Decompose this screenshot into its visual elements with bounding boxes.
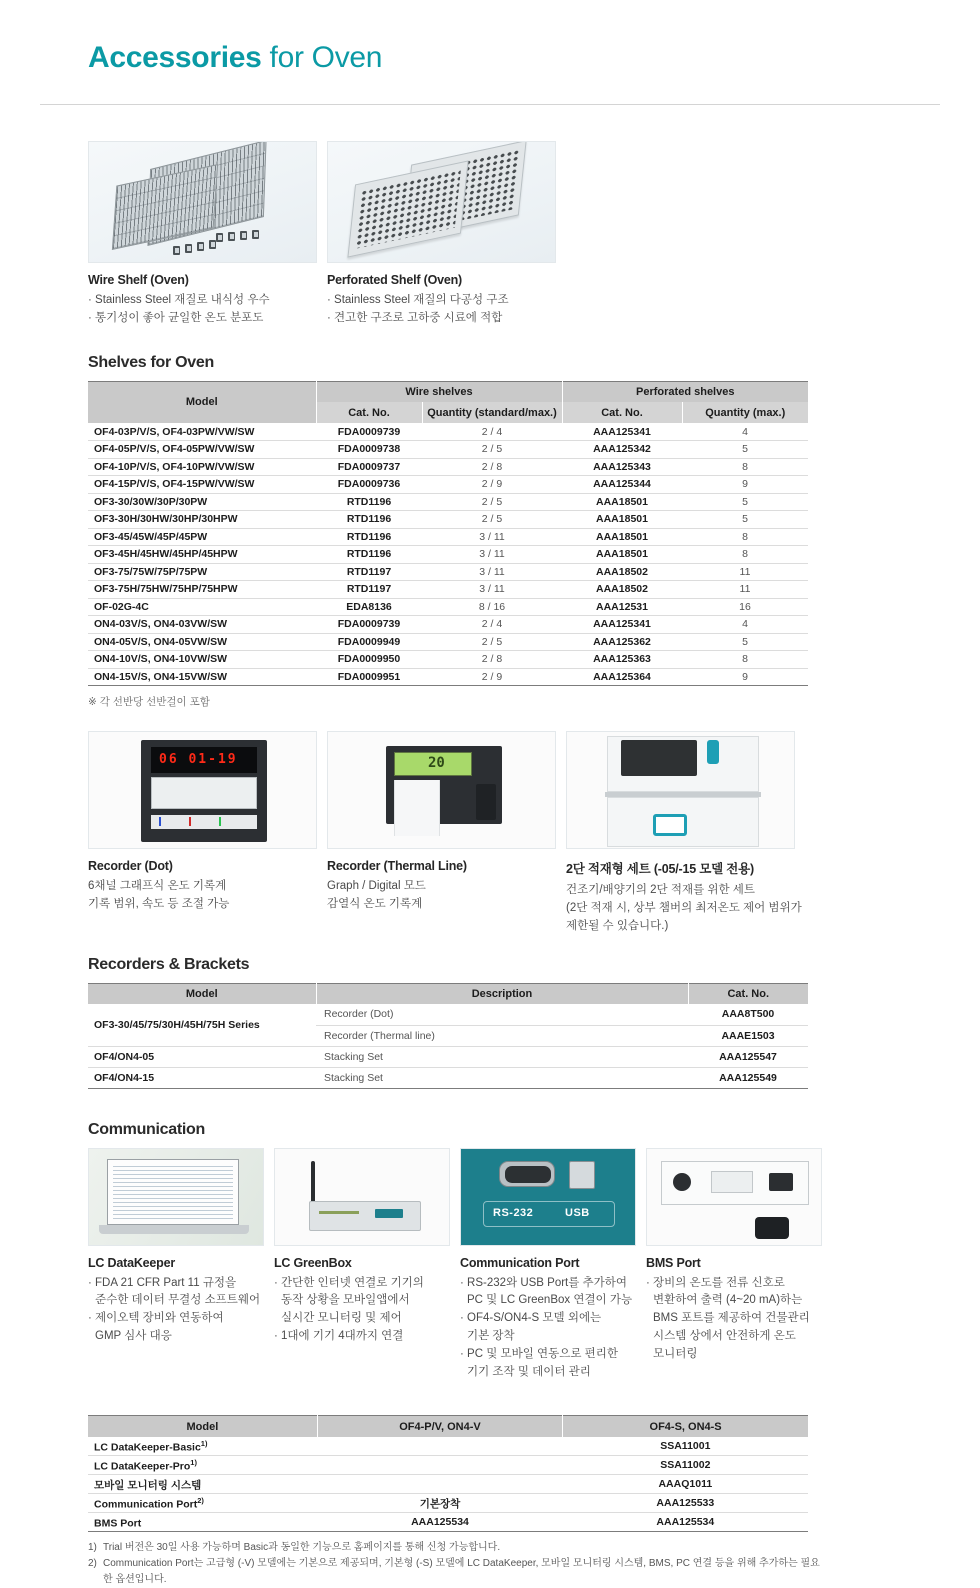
shelf-image-row	[88, 141, 980, 263]
bms-port-line-5: 모니터링	[653, 1347, 698, 1360]
cell-perf-cat: AAA18501	[562, 511, 682, 529]
cell-wire-cat: FDA0009736	[316, 476, 422, 494]
thermal-recorder-lcd: 20	[428, 755, 445, 772]
cell-model: OF3-75H/75HW/75HP/75HPW	[88, 581, 316, 599]
shelves-subheader-perf-cat: Cat. No.	[562, 402, 682, 423]
cell-model: OF4-15P/V/S, OF4-15PW/VW/SW	[88, 476, 316, 494]
table-row	[88, 528, 808, 546]
cell-model: OF4/ON4-05	[88, 1046, 316, 1067]
cell-wire-qty: 2 / 4	[422, 616, 562, 634]
cell-model	[88, 1475, 317, 1494]
cell-perf-cat: AAA18502	[562, 563, 682, 581]
perforated-shelf-photo	[327, 141, 556, 263]
shelves-subheader-perf-qty: Quantity (max.)	[682, 402, 808, 423]
cell-model: ON4-05V/S, ON4-05VW/SW	[88, 633, 316, 651]
shelves-table	[88, 381, 808, 687]
perforated-shelf-caption	[327, 273, 556, 328]
cell-model: OF3-30/30W/30P/30PW	[88, 493, 316, 511]
table-row	[88, 598, 808, 616]
shelf-caption-row	[88, 273, 980, 328]
communication-image-row	[88, 1148, 980, 1246]
cell-model	[88, 1494, 317, 1513]
cell-perf-qty: 5	[682, 441, 808, 459]
cell-perf-qty: 5	[682, 511, 808, 529]
cell-perf-cat: AAA125341	[562, 616, 682, 634]
cell-model: OF4-05P/V/S, OF4-05PW/VW/SW	[88, 441, 316, 459]
cell-wire-cat: RTD1197	[316, 581, 422, 599]
dot-recorder-caption	[88, 859, 317, 935]
cell-wire-qty: 2 / 5	[422, 441, 562, 459]
wire-shelf-name: Wire Shelf (Oven)	[88, 273, 189, 287]
table-row	[88, 511, 808, 529]
cell-model-text: LC DataKeeper-Pro	[94, 1460, 191, 1473]
page-header	[0, 0, 980, 76]
cell-col2: AAA125533	[563, 1494, 808, 1513]
dot-recorder-photo	[88, 731, 317, 849]
cell-wire-cat: RTD1197	[316, 563, 422, 581]
page-title-rest: for Oven	[261, 41, 383, 74]
rs232-usb-port-photo	[460, 1148, 636, 1246]
cell-model-text: 모바일 모니터링 시스템	[94, 1479, 202, 1492]
bms-port-name: BMS Port	[646, 1255, 701, 1270]
cell-wire-qty: 2 / 9	[422, 476, 562, 494]
perforated-shelf-bullet-2: · 견고한 구조로 고하중 시료에 적합	[327, 311, 503, 324]
cell-wire-cat: FDA0009739	[316, 423, 422, 441]
table-row	[88, 581, 808, 599]
footnote-1	[88, 1540, 828, 1556]
recorders-header-model: Model	[88, 983, 316, 1004]
cell-cat-no: AAAE1503	[688, 1025, 808, 1046]
cell-perf-qty: 11	[682, 563, 808, 581]
cell-perf-cat: AAA18501	[562, 493, 682, 511]
cell-col1	[317, 1456, 562, 1475]
cell-col1	[317, 1437, 562, 1456]
cell-model: OF3-75/75W/75P/75PW	[88, 563, 316, 581]
cell-perf-qty: 4	[682, 616, 808, 634]
cell-col2: AAA125534	[563, 1513, 808, 1532]
lc-greenbox-line-1: · 간단한 인터넷 연결로 기기의	[274, 1276, 424, 1289]
cell-cat-no: AAA125547	[688, 1046, 808, 1067]
dot-recorder-line-2: 기록 범위, 속도 등 조절 가능	[88, 897, 230, 910]
cell-wire-cat: FDA0009951	[316, 668, 422, 686]
cell-perf-qty: 5	[682, 633, 808, 651]
cell-model	[88, 1437, 317, 1456]
thermal-recorder-photo	[327, 731, 556, 849]
cell-model: ON4-03V/S, ON4-03VW/SW	[88, 616, 316, 634]
cell-wire-qty: 2 / 8	[422, 651, 562, 669]
thermal-recorder-line-2: 감열식 온도 기록계	[327, 897, 423, 910]
bms-port-line-2: 변환하여 출력 (4~20 mA)하는	[653, 1294, 803, 1307]
cell-wire-qty: 2 / 8	[422, 458, 562, 476]
cell-wire-qty: 2 / 9	[422, 668, 562, 686]
recorder-image-row	[88, 731, 980, 849]
communication-table-body	[88, 1437, 808, 1532]
cell-description: Recorder (Thermal line)	[316, 1025, 688, 1046]
cell-perf-qty: 8	[682, 528, 808, 546]
cell-model: ON4-15V/S, ON4-15VW/SW	[88, 668, 316, 686]
recorders-table	[88, 983, 808, 1089]
cell-perf-cat: AAA18501	[562, 528, 682, 546]
cell-wire-qty: 3 / 11	[422, 528, 562, 546]
cell-perf-cat: AAA125342	[562, 441, 682, 459]
cell-wire-qty: 8 / 16	[422, 598, 562, 616]
shelves-header-wire: Wire shelves	[316, 381, 562, 402]
cell-perf-cat: AAA125341	[562, 423, 682, 441]
stacking-set-caption	[566, 859, 802, 935]
table-row	[88, 633, 808, 651]
recorders-header-cat: Cat. No.	[688, 983, 808, 1004]
page-title-bold: Accessories	[88, 41, 262, 74]
cell-wire-qty: 3 / 11	[422, 546, 562, 564]
thermal-recorder-name: Recorder (Thermal Line)	[327, 859, 467, 874]
cell-perf-cat: AAA125343	[562, 458, 682, 476]
cell-wire-cat: RTD1196	[316, 528, 422, 546]
cell-model-sup: 1)	[190, 1458, 197, 1468]
table-row	[88, 441, 808, 459]
perforated-shelf-name: Perforated Shelf (Oven)	[327, 273, 463, 287]
stacking-set-name: 2단 적재형 세트 (-05/-15 모델 전용)	[566, 862, 754, 877]
cell-model: OF3-30/45/75/30H/45H/75H Series	[88, 1004, 316, 1046]
table-row	[88, 546, 808, 564]
lc-greenbox-line-4: · 1대에 기기 4대까지 연결	[274, 1330, 404, 1342]
wire-shelf-bullet-1: · Stainless Steel 재질로 내식성 우수	[88, 294, 270, 306]
table-row	[88, 616, 808, 634]
cell-col2: SSA11002	[563, 1456, 808, 1475]
table-row	[88, 563, 808, 581]
lc-greenbox-caption	[274, 1256, 450, 1382]
cell-description: Stacking Set	[316, 1046, 688, 1067]
communication-table	[88, 1415, 808, 1532]
table-row	[88, 1004, 808, 1025]
cell-model: OF4-03P/V/S, OF4-03PW/VW/SW	[88, 423, 316, 441]
footnote-2-num: 2)	[88, 1558, 97, 1570]
shelves-subheader-wire-cat: Cat. No.	[316, 402, 422, 423]
table-row	[88, 1475, 808, 1494]
cell-col1: AAA125534	[317, 1513, 562, 1532]
cell-perf-qty: 5	[682, 493, 808, 511]
communication-port-line-6: 기기 조작 및 데이터 관리	[467, 1365, 591, 1378]
recorders-section-heading: Recorders & Brackets	[88, 955, 250, 973]
shelves-table-body	[88, 423, 808, 686]
cell-wire-qty: 2 / 5	[422, 633, 562, 651]
cell-perf-qty: 8	[682, 458, 808, 476]
lc-greenbox-name: LC GreenBox	[274, 1255, 352, 1270]
lc-datakeeper-line-2: 준수한 데이터 무결성 소프트웨어	[95, 1294, 261, 1307]
cell-description: Recorder (Dot)	[316, 1004, 688, 1025]
shelves-subheader-wire-qty: Quantity (standard/max.)	[422, 402, 562, 423]
wire-shelf-bullet-2: · 통기성이 좋아 균일한 온도 분포도	[88, 311, 264, 324]
table-row	[88, 476, 808, 494]
cell-wire-cat: FDA0009738	[316, 441, 422, 459]
cell-wire-cat: FDA0009737	[316, 458, 422, 476]
lc-datakeeper-line-4: GMP 심사 대응	[95, 1330, 172, 1342]
cell-model-text: BMS Port	[94, 1517, 142, 1530]
cell-wire-qty: 2 / 4	[422, 423, 562, 441]
wire-shelf-photo	[88, 141, 317, 263]
dot-recorder-line-1: 6채널 그래프식 온도 기록계	[88, 880, 227, 893]
cell-perf-qty: 11	[682, 581, 808, 599]
cell-model-text: LC DataKeeper-Basic	[94, 1441, 201, 1454]
shelves-header-model: Model	[88, 381, 316, 423]
cell-model: OF3-45/45W/45P/45PW	[88, 528, 316, 546]
cell-perf-qty: 16	[682, 598, 808, 616]
table-row	[88, 1513, 808, 1532]
table-row	[88, 458, 808, 476]
lc-datakeeper-name: LC DataKeeper	[88, 1255, 176, 1270]
cell-col1	[317, 1475, 562, 1494]
communication-port-line-5: · PC 및 모바일 연동으로 편리한	[460, 1347, 618, 1360]
table-row	[88, 1494, 808, 1513]
cell-model: OF4-10P/V/S, OF4-10PW/VW/SW	[88, 458, 316, 476]
communication-port-name: Communication Port	[460, 1255, 580, 1270]
communication-section-heading: Communication	[88, 1120, 205, 1138]
cell-wire-qty: 3 / 11	[422, 581, 562, 599]
perforated-shelf-bullet-1: · Stainless Steel 재질의 다공성 구조	[327, 294, 509, 306]
cell-wire-cat: RTD1196	[316, 546, 422, 564]
bms-port-caption	[646, 1256, 832, 1382]
cell-wire-qty: 2 / 5	[422, 511, 562, 529]
laptop-software-photo	[88, 1148, 264, 1246]
communication-port-line-4: 기본 장착	[467, 1330, 515, 1342]
comm-header-col2: OF4-S, ON4-S	[563, 1416, 808, 1437]
cell-model-sup: 1)	[200, 1438, 208, 1448]
dot-recorder-led: 06 01-19	[159, 752, 238, 768]
cell-perf-qty: 8	[682, 546, 808, 564]
stacking-set-line-2: (2단 적재 시, 상부 챔버의 최저온도 제어 범위가	[566, 901, 802, 914]
cell-perf-qty: 9	[682, 668, 808, 686]
shelves-section-heading: Shelves for Oven	[88, 353, 214, 371]
shelves-header-perforated: Perforated shelves	[562, 381, 808, 402]
cell-model: OF4/ON4-15	[88, 1067, 316, 1088]
communication-caption-row	[88, 1256, 980, 1382]
communication-footnotes	[88, 1540, 828, 1588]
greenbox-device-photo	[274, 1148, 450, 1246]
table-row	[88, 1067, 808, 1088]
lc-datakeeper-line-1: · FDA 21 CFR Part 11 규정을	[88, 1276, 237, 1289]
table-row	[88, 668, 808, 686]
cell-wire-qty: 2 / 5	[422, 493, 562, 511]
cell-wire-cat: RTD1196	[316, 511, 422, 529]
table-row	[88, 1437, 808, 1456]
table-row	[88, 493, 808, 511]
cell-perf-cat: AAA18501	[562, 546, 682, 564]
lc-greenbox-line-3: 실시간 모니터링 및 제어	[281, 1312, 402, 1325]
table-row	[88, 423, 808, 441]
lc-datakeeper-caption	[88, 1256, 264, 1382]
cell-model: OF3-30H/30HW/30HP/30HPW	[88, 511, 316, 529]
cell-perf-cat: AAA12531	[562, 598, 682, 616]
bms-port-photo	[646, 1148, 822, 1246]
cell-cat-no: AAA125549	[688, 1067, 808, 1088]
cell-wire-qty: 3 / 11	[422, 563, 562, 581]
bms-port-line-1: · 장비의 온도를 전류 신호로	[646, 1276, 785, 1289]
cell-wire-cat: RTD1196	[316, 493, 422, 511]
wire-shelf-caption	[88, 273, 317, 328]
cell-col1: 기본장착	[317, 1494, 562, 1513]
bms-port-line-3: BMS 포트를 제공하여 건물관리	[653, 1312, 810, 1325]
cell-wire-cat: FDA0009739	[316, 616, 422, 634]
cell-model: OF3-45H/45HW/45HP/45HPW	[88, 546, 316, 564]
cell-perf-cat: AAA18502	[562, 581, 682, 599]
cell-col2: SSA11001	[563, 1437, 808, 1456]
thermal-recorder-line-1: Graph / Digital 모드	[327, 880, 426, 893]
communication-port-caption	[460, 1256, 636, 1382]
cell-perf-qty: 9	[682, 476, 808, 494]
dot-recorder-name: Recorder (Dot)	[88, 859, 173, 874]
stacking-set-line-3: 제한될 수 있습니다.)	[566, 919, 669, 932]
cell-wire-cat: EDA8136	[316, 598, 422, 616]
cell-model: OF-02G-4C	[88, 598, 316, 616]
header-divider	[40, 104, 940, 105]
cell-description: Stacking Set	[316, 1067, 688, 1088]
lc-greenbox-line-2: 동작 상황을 모바일앱에서	[281, 1294, 410, 1307]
rs232-label: RS-232	[493, 1206, 534, 1219]
cell-perf-qty: 4	[682, 423, 808, 441]
table-row	[88, 651, 808, 669]
recorders-table-body	[88, 1004, 808, 1088]
footnote-1-num: 1)	[88, 1542, 97, 1554]
bms-port-line-4: 시스템 상에서 안전하게 온도	[653, 1330, 796, 1342]
cell-model-sup: 2)	[197, 1496, 204, 1506]
thermal-recorder-caption	[327, 859, 556, 935]
footnote-2	[88, 1556, 828, 1588]
cell-model-text: Communication Port	[94, 1498, 198, 1511]
cell-perf-cat: AAA125364	[562, 668, 682, 686]
lc-datakeeper-line-3: · 제이오텍 장비와 연동하여	[88, 1312, 224, 1325]
cell-model: ON4-10V/S, ON4-10VW/SW	[88, 651, 316, 669]
cell-perf-cat: AAA125363	[562, 651, 682, 669]
usb-label: USB	[565, 1206, 590, 1219]
cell-perf-cat: AAA125344	[562, 476, 682, 494]
table-row	[88, 1456, 808, 1475]
comm-header-model: Model	[88, 1416, 317, 1437]
cell-wire-cat: FDA0009949	[316, 633, 422, 651]
cell-col2: AAAQ1011	[563, 1475, 808, 1494]
recorders-header-description: Description	[316, 983, 688, 1004]
communication-port-line-1: · RS-232와 USB Port를 추가하여	[460, 1276, 627, 1289]
shelves-note: ※ 각 선반당 선반걸이 포함	[88, 696, 210, 709]
cell-perf-cat: AAA125362	[562, 633, 682, 651]
cell-wire-cat: FDA0009950	[316, 651, 422, 669]
footnote-1-text: Trial 버전은 30일 사용 가능하며 Basic과 동일한 기능으로 홈페이지를 통해 신청 가능합니다.	[103, 1542, 501, 1554]
page-title	[88, 40, 980, 76]
recorder-caption-row	[88, 859, 980, 935]
cell-model	[88, 1456, 317, 1475]
comm-header-col1: OF4-P/V, ON4-V	[317, 1416, 562, 1437]
cell-model	[88, 1513, 317, 1532]
table-row	[88, 1046, 808, 1067]
cell-cat-no: AAA8T500	[688, 1004, 808, 1025]
stacking-set-photo	[566, 731, 795, 849]
cell-perf-qty: 8	[682, 651, 808, 669]
communication-port-line-3: · OF4-S/ON4-S 모델 외에는	[460, 1312, 602, 1325]
communication-port-line-2: PC 및 LC GreenBox 연결이 가능	[467, 1294, 633, 1307]
stacking-set-line-1: 건조기/배양기의 2단 적재를 위한 세트	[566, 884, 756, 897]
footnote-2-text: Communication Port는 고급형 (-V) 모델에는 기본으로 제공되며, 기본형 (-S) 모델에 LC DataKeeper, 모바일 모니터링 시스템, BMS, PC 연결 등을 위해 추가하는 필요한 옵션입니다.	[103, 1558, 820, 1586]
